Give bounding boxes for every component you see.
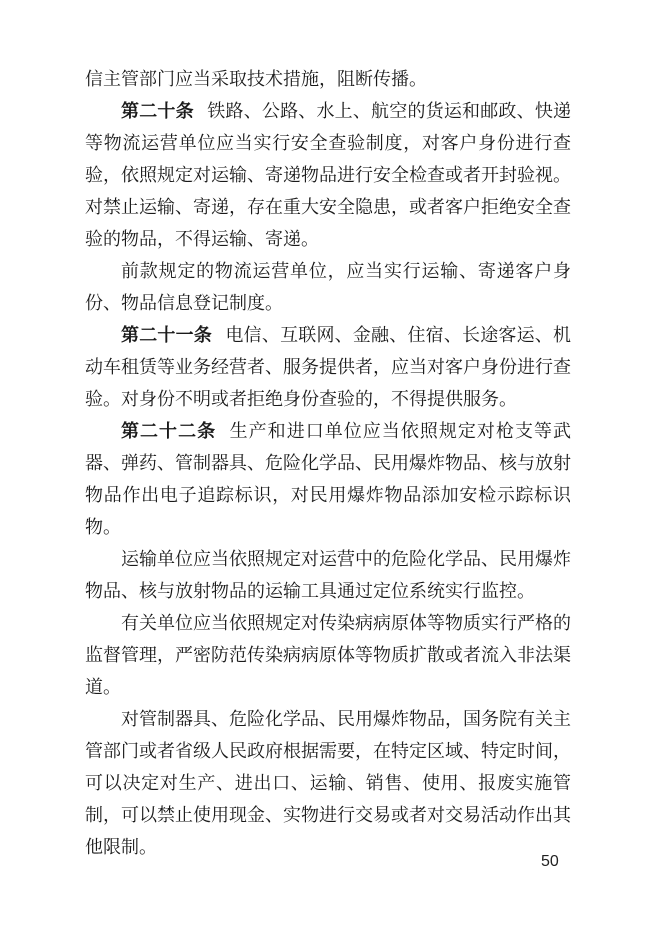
paragraph [85, 608, 571, 704]
paragraph [85, 704, 571, 864]
paragraph-article-20 [85, 96, 571, 256]
document-body [85, 64, 571, 864]
paragraph-text: 电信、互联网、金融、住宿、长途客运、机动车租赁等业务经营者、服务提供者，应当对客户身份进行查验。对身份不明或者拒绝身份查验的，不得提供服务。 [85, 325, 572, 410]
article-heading: 第二十条 [121, 101, 194, 122]
paragraph-article-22 [85, 416, 571, 544]
paragraph-text: 铁路、公路、水上、航空的货运和邮政、快递等物流运营单位应当实行安全查验制度，对客户身份进行查验，依照规定对运输、寄递物品进行安全检查或者开封验视。对禁止运输、寄递，存在重大安全隐患，或者客户拒绝安全查验的物品，不得运输、寄递。 [85, 101, 572, 250]
paragraph-continuation [85, 64, 571, 96]
paragraph-text: 运输单位应当依照规定对运营中的危险化学品、民用爆炸物品、核与放射物品的运输工具通过定位系统实行监控。 [85, 549, 571, 602]
article-heading: 第二十二条 [121, 421, 217, 442]
paragraph-text: 有关单位应当依照规定对传染病病原体等物质实行严格的监督管理，严密防范传染病病原体等物质扩散或者流入非法渠道。 [85, 613, 571, 698]
page-number: 50 [541, 853, 559, 870]
paragraph-text: 生产和进口单位应当依照规定对枪支等武器、弹药、管制器具、危险化学品、民用爆炸物品、核与放射物品作出电子追踪标识，对民用爆炸物品添加安检示踪标识物。 [85, 421, 572, 538]
paragraph-text: 前款规定的物流运营单位，应当实行运输、寄递客户身份、物品信息登记制度。 [85, 261, 571, 314]
paragraph-text: 对管制器具、危险化学品、民用爆炸物品，国务院有关主管部门或者省级人民政府根据需要，在特定区域、特定时间，可以决定对生产、进出口、运输、销售、使用、报废实施管制，可以禁止使用现金、实物进行交易或者对交易活动作出其他限制。 [85, 709, 571, 858]
paragraph-text: 信主管部门应当采取技术措施，阻断传播。 [85, 69, 427, 90]
paragraph [85, 256, 571, 320]
paragraph-article-21 [85, 320, 571, 416]
article-heading: 第二十一条 [121, 325, 212, 346]
paragraph [85, 544, 571, 608]
